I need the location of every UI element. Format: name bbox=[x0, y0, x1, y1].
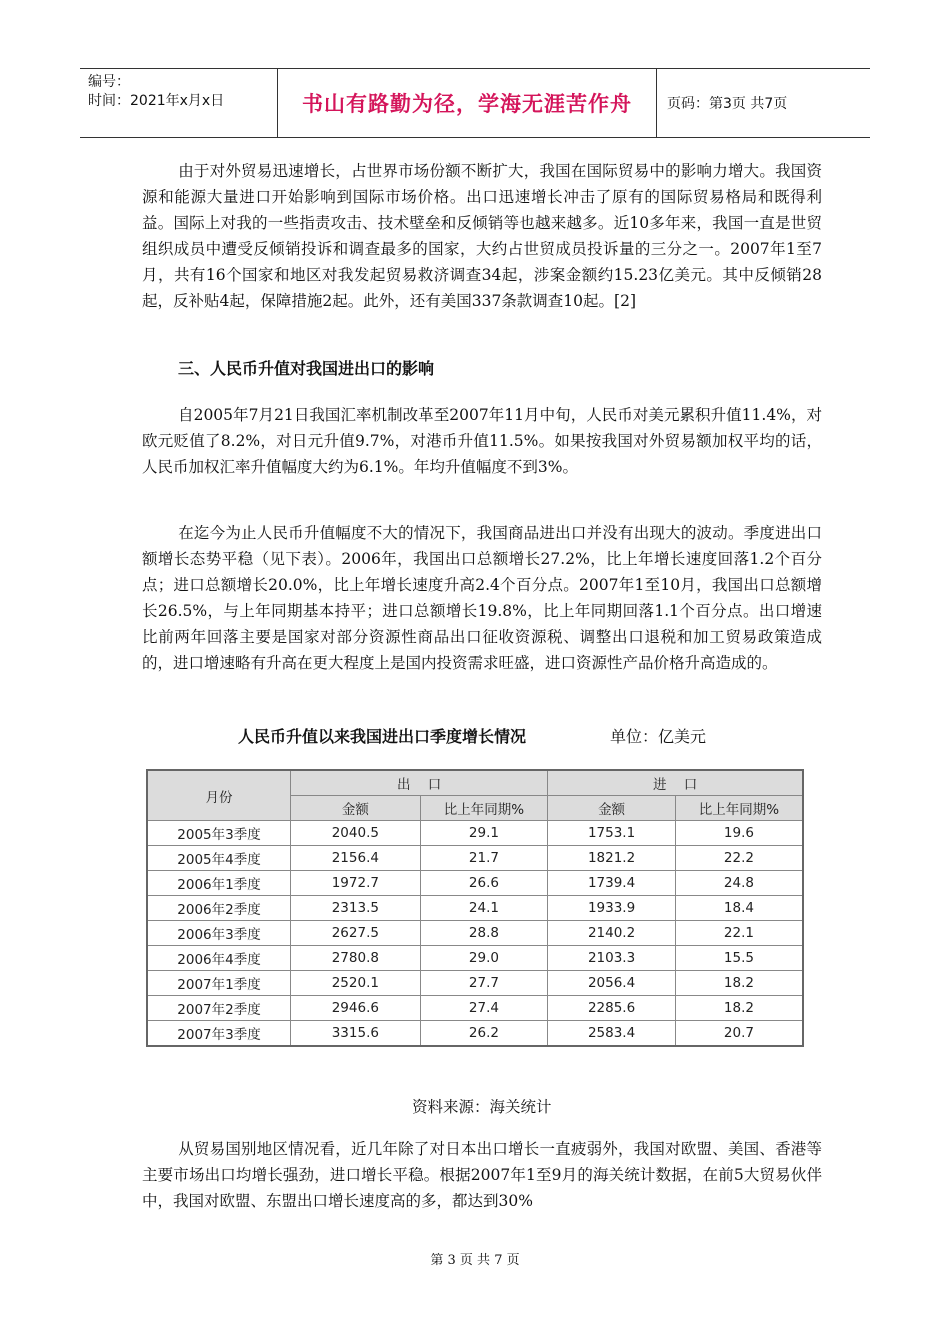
paragraph-3 bbox=[142, 520, 822, 676]
table-row bbox=[147, 971, 803, 996]
doc-time-label: 时间：2021年x月x日 bbox=[88, 93, 225, 109]
page-header bbox=[80, 68, 870, 138]
table-source: 资料来源：海关统计 bbox=[412, 1098, 552, 1116]
cell-quarter: 2006年4季度 bbox=[147, 946, 291, 971]
cell-quarter: 2005年3季度 bbox=[147, 821, 291, 846]
paragraph-3-text: 在迄今为止人民币升值幅度不大的情况下，我国商品进出口并没有出现大的波动。季度进出口额增长态势平稳（见下表）。2006年，我国出口总额增长27.2%，比上年增长速度回落1.2个百分点；进口总额增长20.0%，比上年增长速度升高2.4个百分点。2007年1至10月，我国出口总额增长26.5%，与上年同期基本持平；进口总额增长19.8%，比上年同期回落1.1个百分点。出口增速比前两年回落主要是国家对部分资源性商品出口征收资源税、调整出口退税和加工贸易政策造成的，进口增速略有升高在更大程度上是国内投资需求旺盛，进口资源性产品价格升高造成的。 bbox=[142, 524, 822, 672]
cell-export-yoy: 29.0 bbox=[420, 946, 548, 971]
table-row bbox=[147, 821, 803, 846]
header-export-amount: 金额 bbox=[291, 796, 421, 821]
cell-quarter: 2006年2季度 bbox=[147, 896, 291, 921]
table-row bbox=[147, 846, 803, 871]
header-export: 出 口 bbox=[291, 770, 548, 796]
cell-export-yoy: 27.7 bbox=[420, 971, 548, 996]
cell-export-yoy: 29.1 bbox=[420, 821, 548, 846]
cell-import-yoy: 24.8 bbox=[675, 871, 803, 896]
header-page-info: 页码：第3页 共7页 bbox=[667, 96, 788, 112]
header-import: 进 口 bbox=[548, 770, 803, 796]
cell-export-yoy: 27.4 bbox=[420, 996, 548, 1021]
header-import-yoy: 比上年同期% bbox=[675, 796, 803, 821]
table-row bbox=[147, 896, 803, 921]
cell-import-yoy: 18.2 bbox=[675, 996, 803, 1021]
cell-export-yoy: 26.6 bbox=[420, 871, 548, 896]
table-row bbox=[147, 871, 803, 896]
table-unit: 单位：亿美元 bbox=[610, 727, 707, 746]
cell-import-amount: 2583.4 bbox=[548, 1021, 676, 1047]
cell-import-yoy: 18.4 bbox=[675, 896, 803, 921]
table-row bbox=[147, 996, 803, 1021]
header-motto: 书山有路勤为径，学海无涯苦作舟 bbox=[278, 69, 657, 137]
section-heading: 三、人民币升值对我国进出口的影响 bbox=[178, 359, 435, 378]
cell-export-amount: 2156.4 bbox=[291, 846, 421, 871]
paragraph-2-text: 自2005年7月21日我国汇率机制改革至2007年11月中旬，人民币对美元累积升值11.4%，对欧元贬值了8.2%，对日元升值9.7%，对港币升值11.5%。如果按我国对外贸易额加权平均的话，人民币加权汇率升值幅度大约为6.1%。年均升值幅度不到3%。 bbox=[142, 406, 822, 476]
cell-export-yoy: 26.2 bbox=[420, 1021, 548, 1047]
trade-table bbox=[146, 769, 804, 1047]
cell-export-amount: 2627.5 bbox=[291, 921, 421, 946]
cell-export-amount: 1972.7 bbox=[291, 871, 421, 896]
cell-import-yoy: 19.6 bbox=[675, 821, 803, 846]
cell-export-amount: 2780.8 bbox=[291, 946, 421, 971]
header-month: 月份 bbox=[147, 770, 291, 821]
cell-export-amount: 2520.1 bbox=[291, 971, 421, 996]
paragraph-4 bbox=[142, 1136, 822, 1214]
cell-import-yoy: 20.7 bbox=[675, 1021, 803, 1047]
cell-import-yoy: 18.2 bbox=[675, 971, 803, 996]
table-row bbox=[147, 946, 803, 971]
cell-import-yoy: 22.1 bbox=[675, 921, 803, 946]
cell-quarter: 2006年1季度 bbox=[147, 871, 291, 896]
paragraph-1-text: 由于对外贸易迅速增长，占世界市场份额不断扩大，我国在国际贸易中的影响力增大。我国资源和能源大量进口开始影响到国际市场价格。出口迅速增长冲击了原有的国际贸易格局和既得利益。国际上对我的一些指责攻击、技术壁垒和反倾销等也越来越多。近10多年来，我国一直是世贸组织成员中遭受反倾销投诉和调查最多的国家，大约占世贸成员投诉量的三分之一。2007年1至7月，共有16个国家和地区对我发起贸易救济调查34起，涉案金额约15.23亿美元。其中反倾销28起，反补贴4起，保障措施2起。此外，还有美国337条款调查10起。[2] bbox=[142, 162, 822, 310]
cell-import-amount: 2140.2 bbox=[548, 921, 676, 946]
cell-quarter: 2007年1季度 bbox=[147, 971, 291, 996]
cell-quarter: 2006年3季度 bbox=[147, 921, 291, 946]
paragraph-1 bbox=[142, 158, 822, 314]
cell-import-amount: 2103.3 bbox=[548, 946, 676, 971]
cell-import-amount: 1821.2 bbox=[548, 846, 676, 871]
paragraph-2 bbox=[142, 402, 822, 480]
table-row bbox=[147, 921, 803, 946]
doc-number-label: 编号： bbox=[88, 74, 130, 90]
paragraph-4-text: 从贸易国别地区情况看，近几年除了对日本出口增长一直疲弱外，我国对欧盟、美国、香港等主要市场出口均增长强劲，进口增长平稳。根据2007年1至9月的海关统计数据，在前5大贸易伙伴中，我国对欧盟、东盟出口增长速度高的多，都达到30% bbox=[142, 1140, 822, 1210]
cell-quarter: 2007年3季度 bbox=[147, 1021, 291, 1047]
cell-export-amount: 2040.5 bbox=[291, 821, 421, 846]
cell-quarter: 2005年4季度 bbox=[147, 846, 291, 871]
cell-export-amount: 3315.6 bbox=[291, 1021, 421, 1047]
cell-export-yoy: 21.7 bbox=[420, 846, 548, 871]
cell-import-amount: 1753.1 bbox=[548, 821, 676, 846]
header-import-amount: 金额 bbox=[548, 796, 676, 821]
table-title: 人民币升值以来我国进出口季度增长情况 bbox=[238, 727, 527, 746]
cell-import-amount: 2056.4 bbox=[548, 971, 676, 996]
page-footer: 第 3 页 共 7 页 bbox=[430, 1253, 520, 1268]
table-row bbox=[147, 1021, 803, 1047]
cell-export-yoy: 24.1 bbox=[420, 896, 548, 921]
cell-import-amount: 1739.4 bbox=[548, 871, 676, 896]
cell-import-amount: 2285.6 bbox=[548, 996, 676, 1021]
cell-export-amount: 2946.6 bbox=[291, 996, 421, 1021]
cell-import-yoy: 15.5 bbox=[675, 946, 803, 971]
cell-import-amount: 1933.9 bbox=[548, 896, 676, 921]
cell-import-yoy: 22.2 bbox=[675, 846, 803, 871]
cell-quarter: 2007年2季度 bbox=[147, 996, 291, 1021]
header-meta bbox=[80, 69, 278, 137]
header-export-yoy: 比上年同期% bbox=[420, 796, 548, 821]
cell-export-amount: 2313.5 bbox=[291, 896, 421, 921]
cell-export-yoy: 28.8 bbox=[420, 921, 548, 946]
